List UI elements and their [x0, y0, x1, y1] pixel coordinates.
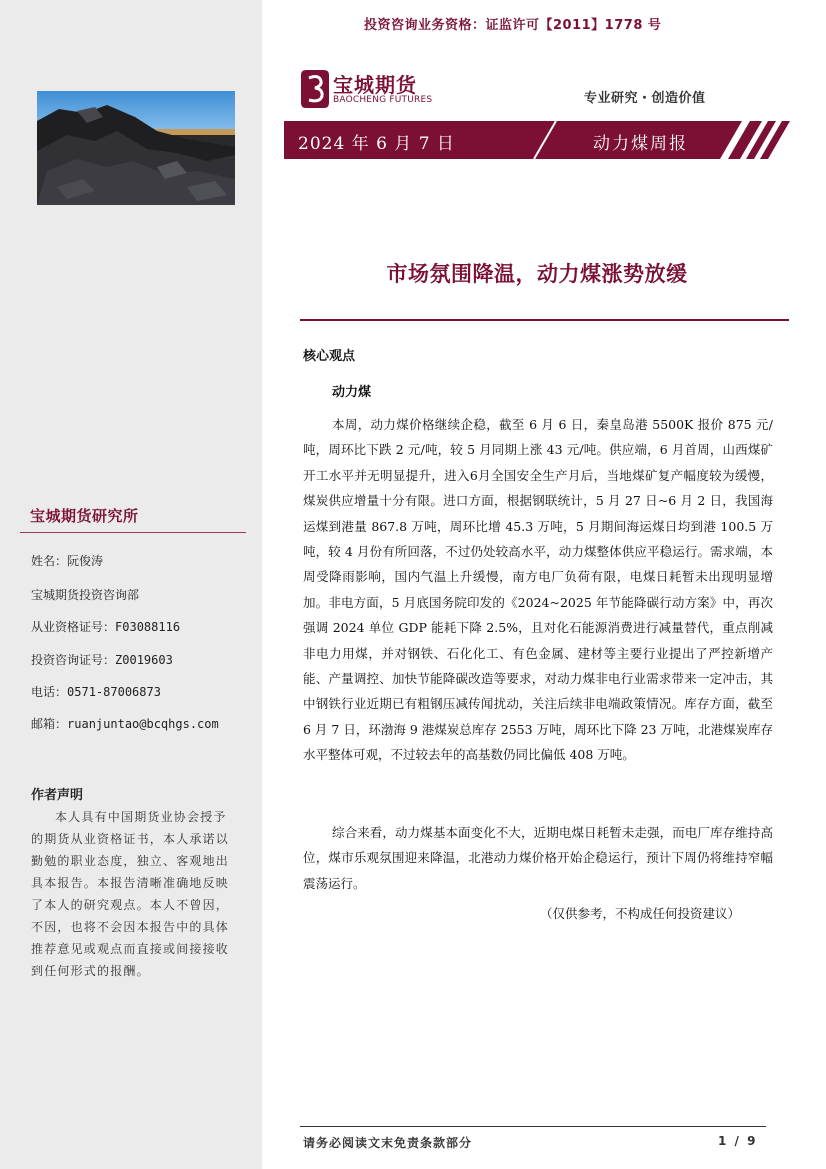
- coal-cover-photo: [37, 91, 235, 205]
- declaration-text: 本人具有中国期货业协会授予的期货从业资格证书，本人承诺以勤勉的职业态度，独立、客观地出具本报告。本报告清晰准确地反映了本人的研究观点。本人不曾因，不因，也将不会因本报告中的具体推荐意见或观点而直接或间接接收到任何形式的报酬。: [31, 810, 230, 978]
- contact-qualification: [31, 618, 180, 635]
- report-date: 2024 年 6 月 7 日: [298, 134, 455, 154]
- contact-value: 0571-87006873: [67, 685, 161, 699]
- contact-label: 从业资格证号：: [31, 620, 116, 634]
- contact-value: F03088116: [115, 620, 181, 634]
- slogan: 专业研究・创造价值: [584, 91, 706, 106]
- contact-label: 邮箱：: [31, 717, 68, 731]
- headline-divider: [300, 319, 789, 321]
- contact-label: 电话：: [31, 685, 68, 699]
- contact-label: 投资咨询证号：: [31, 653, 116, 667]
- contact-value: 宝城期货投资咨询部: [31, 588, 140, 602]
- report-banner: [284, 121, 790, 159]
- footer-notice: 请务必阅读文末免责条款部分: [303, 1136, 473, 1150]
- contact-consulting-license: [31, 651, 173, 668]
- report-type: 动力煤周报: [593, 134, 688, 154]
- logo-name-cn: 宝城期货: [333, 73, 417, 97]
- sidebar: [0, 0, 262, 1169]
- institute-divider: [20, 532, 246, 533]
- license-line: 投资咨询业务资格：证监许可【2011】1778 号: [364, 18, 662, 33]
- contact-phone: [31, 683, 161, 700]
- page-number: 1 / 9: [718, 1134, 758, 1148]
- contact-label: 姓名：: [31, 554, 68, 568]
- disclaimer: （仅供参考，不构成任何投资建议）: [540, 906, 741, 921]
- institute-name: 宝城期货研究所: [30, 507, 139, 525]
- contact-value: Z0019603: [115, 653, 173, 667]
- contact-department: [31, 586, 139, 603]
- subsection-title: 动力煤: [332, 385, 372, 400]
- report-headline: 市场氛围降温，动力煤涨势放缓: [386, 262, 688, 286]
- body-paragraph: 综合来看，动力煤基本面变化不大，近期电煤日耗暂未走强，而电厂库存维持高位，煤市乐观氛围迎来降温，北港动力煤价格开始企稳运行，预计下周仍将维持窄幅震荡运行。: [303, 825, 773, 891]
- contact-value: 阮俊涛: [67, 554, 104, 568]
- section-title: 核心观点: [303, 349, 356, 364]
- contact-email-link[interactable]: ruanjuntao@bcqhgs.com: [67, 717, 219, 731]
- company-logo: [300, 68, 440, 112]
- contact-name: [31, 552, 103, 569]
- baocheng-logo-icon: [300, 68, 330, 110]
- logo-name-en: BAOCHENG FUTURES: [333, 95, 433, 105]
- declaration-title: 作者声明: [31, 788, 84, 803]
- footer-divider: [300, 1126, 766, 1127]
- contact-email: [31, 715, 219, 732]
- body-paragraph: 本周，动力煤价格继续企稳，截至 6 月 6 日，秦皇岛港 5500K 报价 875 元/吨，周环比下跌 2 元/吨，较 5 月同期上涨 43 元/吨。供应端，6 月首周，山西煤矿开工水平并无明显提升，进入6月全国安全生产月后，当地煤矿复产幅度较为缓慢，煤炭供应增量十分有限。进口方面，根据钢联统计，5 月 27 日~6 月 2 日，我国海运煤到港量 867.8 万吨，周环比增 45.3 万吨，5 月期间海运煤日均到港 100.5 万吨，较 4 月份有所回落，不过仍处较高水平，动力煤整体供应平稳运行。需求端，本周受降雨影响，国内气温上升缓慢，南方电厂负荷有限，电煤日耗暂未出现明显增加。非电方面，5 月底国务院印发的《2024~2025 年节能降碳行动方案》中，再次强调 2024 单位 GDP 能耗下降 2.5%，且对化石能源消费进行减量替代，重点削减非电力用煤，并对钢铁、石化化工、有色金属、建材等主要行业提出了严控新增产能、产量调控、加快节能降碳改造等要求，对动力煤非电行业需求带来一定冲击，其中钢铁行业近期已有粗钢压减传闻扰动，关注后续非电端政策情况。库存方面，截至 6 月 7 日，环渤海 9 港煤炭总库存 2553 万吨，周环比下降 23 万吨，北港煤炭库存水平整体可观，不过较去年的高基数仍同比偏低 408 万吨。: [303, 417, 773, 763]
